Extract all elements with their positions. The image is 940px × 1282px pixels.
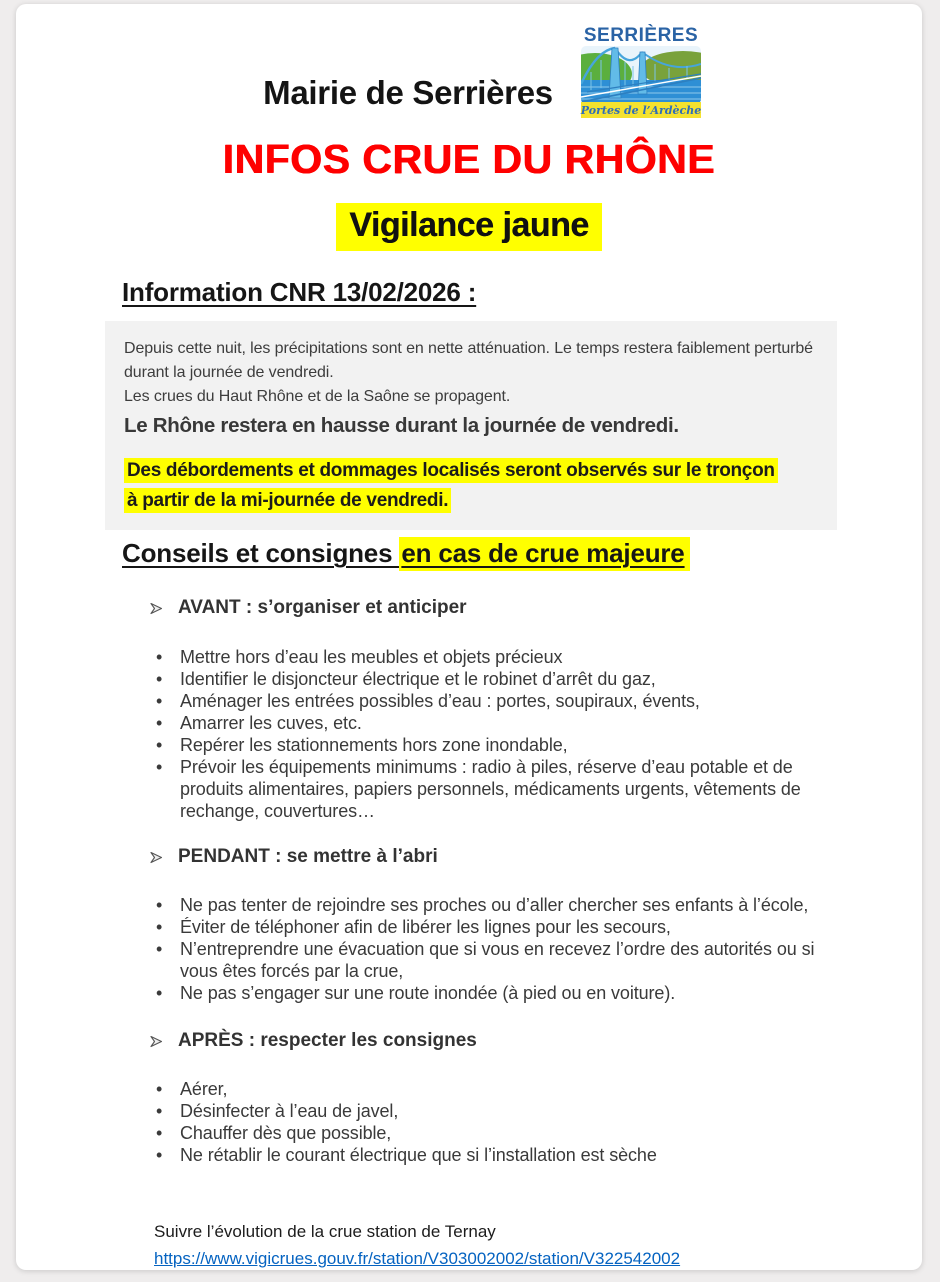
subsection-title-avant — [150, 597, 822, 619]
list-item: • Amarrer les cuves, etc. — [122, 712, 825, 734]
list-item: • Aérer, — [122, 1078, 825, 1100]
vigilance-banner: Vigilance jaune — [336, 203, 601, 251]
info-paragraph: Les crues du Haut Rhône et de la Saône se propagent. — [124, 388, 511, 405]
subsection-title-pendant — [150, 846, 822, 868]
arrow-bullet-icon — [150, 602, 163, 615]
info-section-heading: Information CNR 13/02/2026 : — [122, 277, 477, 307]
advice-heading-plain: Conseils et consignes — [122, 538, 400, 568]
document-content — [122, 277, 822, 1270]
pendant-bullet-list — [122, 894, 822, 1004]
advice-heading-highlight: en cas de crue majeure — [399, 537, 689, 571]
logo-tagline: Portes de l’Ardèche — [580, 104, 702, 117]
info-box — [105, 321, 837, 530]
subsection-title-apres — [150, 1030, 822, 1052]
info-paragraph-bold: Le Rhône restera en hausse durant la journée de vendredi. — [124, 414, 679, 437]
list-item: • Éviter de téléphoner afin de libérer les lignes pour les secours, — [122, 916, 825, 938]
list-item: • N’entreprendre une évacuation que si vous en recevez l’ordre des autorités ou si vous êtes forcés par la crue, — [122, 938, 825, 982]
apres-bullet-list — [122, 1078, 822, 1166]
document-page — [16, 4, 922, 1270]
warning-paragraph — [124, 456, 784, 516]
avant-bullet-list — [122, 646, 822, 822]
logo-wordmark: SERRIÈRES — [583, 25, 698, 46]
vigicrues-link[interactable]: https://www.vigicrues.gouv.fr/station/V303002002/station/V322542002 — [154, 1249, 681, 1268]
subsection-title-label: PENDANT : se mettre à l’abri — [178, 846, 438, 867]
list-item: • Ne pas s’engager sur une route inondée (à pied ou en voiture). — [122, 982, 825, 1004]
subsection-title-label: APRÈS : respecter les consignes — [178, 1030, 477, 1051]
list-item: • Aménager les entrées possibles d’eau : portes, soupiraux, évents, — [122, 690, 825, 712]
arrow-bullet-icon — [150, 1035, 163, 1048]
org-title: Mairie de Serrières — [263, 74, 553, 111]
bridge-illustration — [577, 46, 705, 104]
list-item: • Désinfecter à l’eau de javel, — [122, 1100, 825, 1122]
main-title: INFOS CRUE DU RHÔNE — [222, 136, 716, 182]
document-header — [16, 4, 922, 120]
arrow-bullet-icon — [150, 851, 163, 864]
list-item: • Chauffer dès que possible, — [122, 1122, 825, 1144]
info-paragraph: Depuis cette nuit, les précipitations sont en nette atténuation. Le temps restera faiblement perturbé durant la journée de vendredi. — [124, 340, 813, 381]
list-item: • Repérer les stationnements hors zone inondable, — [122, 734, 825, 756]
list-item: • Mettre hors d’eau les meubles et objets précieux — [122, 646, 825, 668]
warning-highlight: Des débordements et dommages localisés seront observés sur le tronçon à partir de la mi-journée de vendredi. — [124, 458, 778, 513]
list-item: • Prévoir les équipements minimums : radio à piles, réserve d’eau potable et de produits alimentaires, papiers personnels, médicaments urgents, vêtements de rechange, couvertures… — [122, 756, 825, 822]
list-item: • Identifier le disjoncteur électrique et le robinet d’arrêt du gaz, — [122, 668, 825, 690]
footer-caption: Suivre l’évolution de la crue station de Ternay — [154, 1222, 496, 1241]
list-item: • Ne rétablir le courant électrique que si l’installation est sèche — [122, 1144, 825, 1166]
subsection-title-label: AVANT : s’organiser et anticiper — [178, 597, 467, 618]
advice-section-heading — [122, 538, 822, 569]
list-item: • Ne pas tenter de rejoindre ses proches ou d’aller chercher ses enfants à l’école, — [122, 894, 825, 916]
document-footer — [154, 1218, 822, 1270]
serrieres-logo — [577, 24, 705, 120]
